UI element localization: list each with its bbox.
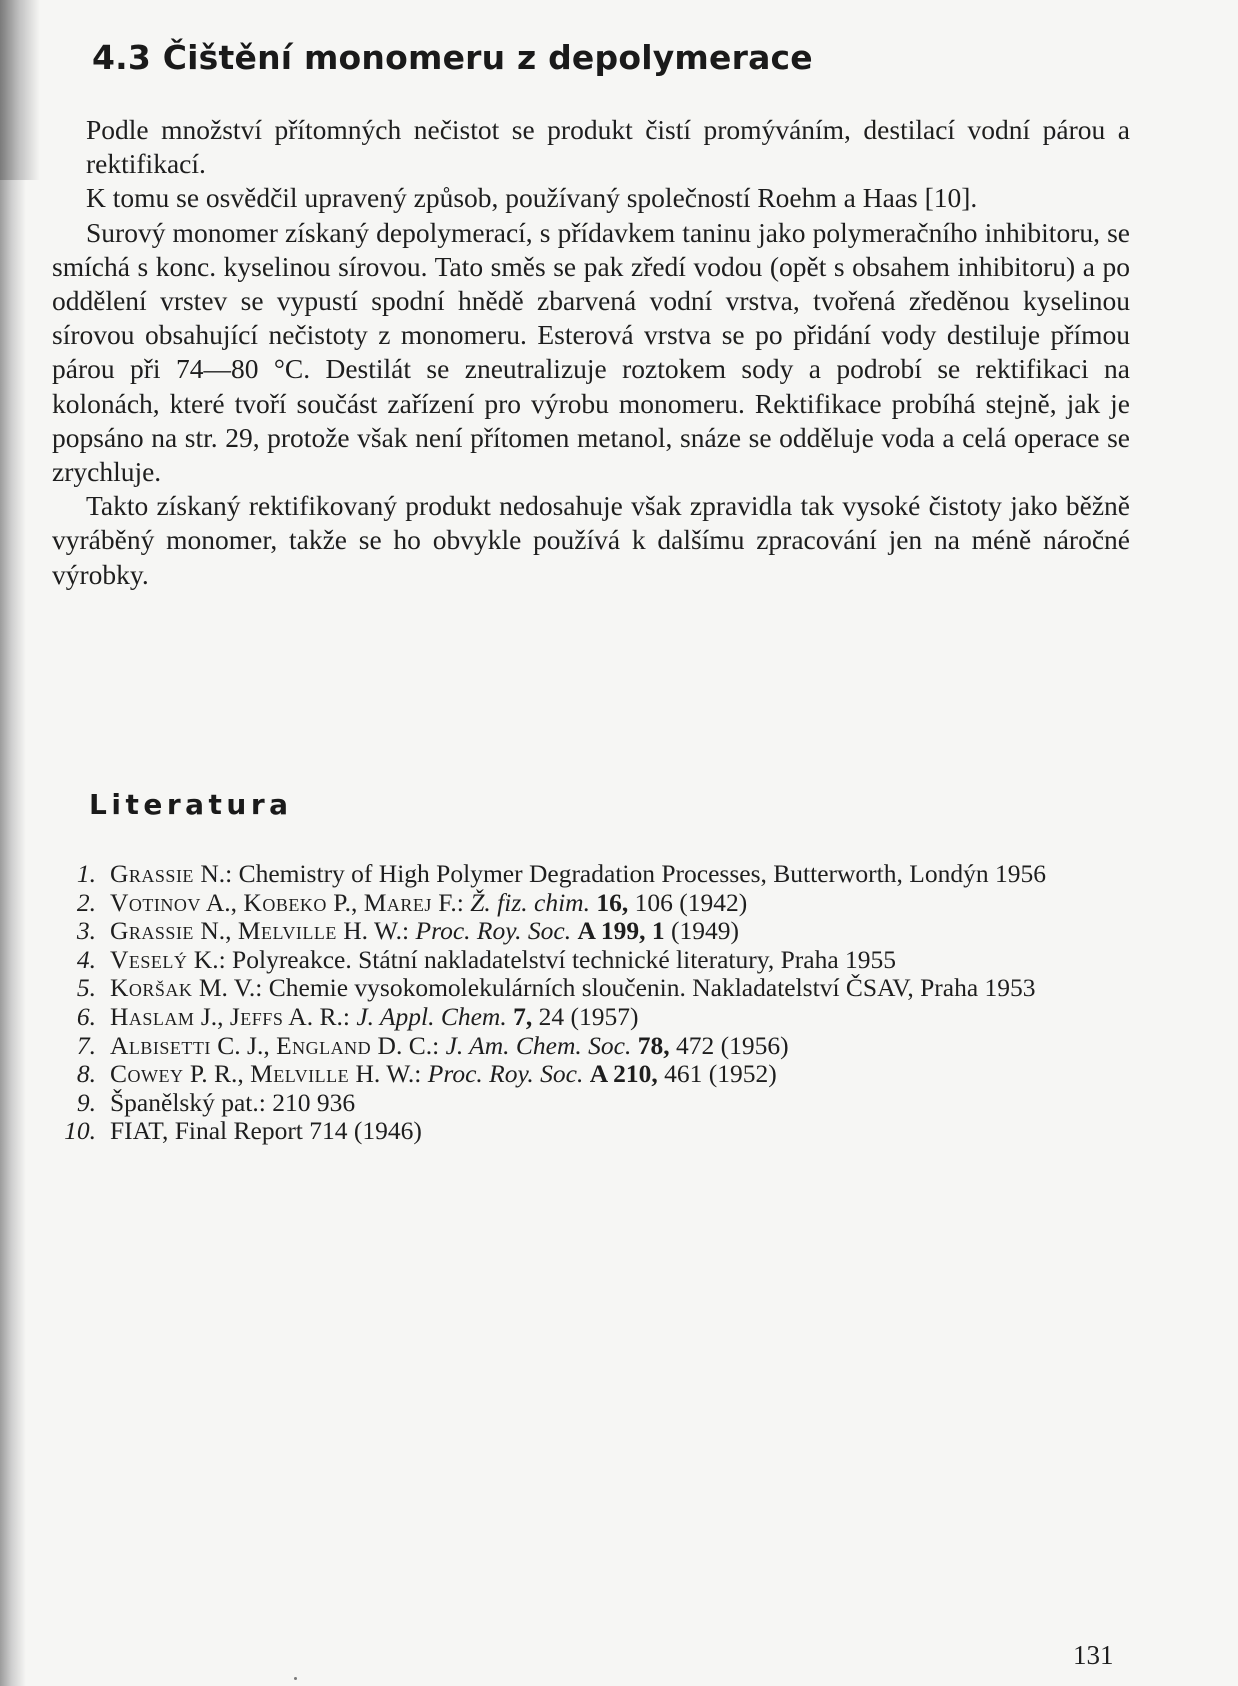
reference-number: 8. xyxy=(76,1059,96,1089)
reference-text-part: N.: Chemistry of High Polymer Degradation Processes, Butterworth, Londýn 1956 xyxy=(193,859,1046,888)
paragraph-4: Takto získaný rektifikovaný produkt nedosahuje však zpravidla tak vysoké čistoty jako běžně vyráběný monomer, takže se ho obvykle používá k dalšímu zpracování jen na méně náročné výrobky. xyxy=(52,490,1130,590)
reference-text-part: Marej xyxy=(363,887,432,917)
literature-heading: Literatura xyxy=(89,788,293,821)
reference-text-part: J. Am. Chem. Soc. xyxy=(445,1030,632,1060)
reference-text-part: M. V.: Chemie vysokomolekulárních sloučenin. Nakladatelství ČSAV, Praha 1953 xyxy=(192,973,1036,1003)
reference-list xyxy=(52,860,1130,1146)
reference-item xyxy=(52,974,1130,1003)
paragraph-3: Surový monomer získaný depolymerací, s přídavkem taninu jako polymeračního inhibitoru, se smíchá s konc. kyselinou sírovou. Tato směs se pak zředí vodou (opět s obsahem inhibitoru) a po oddělení vrstev se vypustí spodní hnědě zbarvená vodní vrstva, tvořená zředěnou kyselinou sírovou obsahující nečistoty z monomeru. Esterová vrstva se po přidání vody destiluje přímou párou při 74—80 °C. Destilát se zneutralizuje roztokem sody a podrobí se rektifikaci na kolonách, které tvoří součást zařízení pro výrobu monomeru. Rektifikace probíhá stejně, jak je popsáno na str. 29, protože však není přítomen metanol, snáze se odděluje voda a celá operace se zrychluje. xyxy=(52,216,1130,488)
page-gutter-shadow-top xyxy=(0,0,40,180)
reference-text-part: 106 (1942) xyxy=(628,887,748,917)
reference-text-part: Grassie xyxy=(110,916,194,946)
reference-text-part: K.: Polyreakce. Státní nakladatelství technické literatury, Praha 1955 xyxy=(187,944,897,974)
reference-text xyxy=(110,917,1130,946)
reference-text xyxy=(110,889,1130,918)
reference-item xyxy=(52,1089,1130,1118)
reference-text-part: N., xyxy=(193,916,238,946)
paragraph-2: K tomu se osvědčil upravený způsob, používaný společností Roehm a Haas [10]. xyxy=(86,182,978,214)
reference-number: 4. xyxy=(76,944,96,974)
reference-text-part: Španělský pat.: 210 936 xyxy=(110,1087,356,1117)
reference-text-part: Melville xyxy=(237,916,337,946)
reference-text-part: Ž. fiz. chim. xyxy=(470,887,590,917)
reference-item xyxy=(52,1032,1130,1061)
section-heading: 4.3 Čištění monomeru z depolymerace xyxy=(92,38,813,77)
reference-text-part: Melville xyxy=(250,1059,350,1089)
reference-text-part: D. C.: xyxy=(371,1030,446,1060)
reference-text xyxy=(110,1089,1130,1118)
reference-text xyxy=(110,1032,1130,1061)
reference-text-part: A 199, 1 xyxy=(577,916,665,946)
reference-text-part: Koršak xyxy=(110,973,193,1003)
reference-text-part: 7, xyxy=(513,1001,533,1031)
page-gutter-shadow xyxy=(0,0,26,1686)
reference-text-part: 461 (1952) xyxy=(657,1059,777,1089)
reference-text xyxy=(110,1060,1130,1089)
reference-text-part: Grassie xyxy=(110,859,194,888)
reference-text-part: Votinov xyxy=(110,887,201,917)
reference-text-part: P., xyxy=(326,887,364,917)
reference-number: 6. xyxy=(76,1001,96,1031)
reference-text-part: (1949) xyxy=(664,916,739,946)
section-body xyxy=(52,113,1130,592)
reference-number: 10. xyxy=(64,1116,96,1146)
paper-speck xyxy=(294,1677,297,1680)
reference-item xyxy=(52,1117,1130,1146)
reference-text-part: 24 (1957) xyxy=(532,1001,639,1031)
reference-number: 1. xyxy=(76,859,96,888)
page-number: 131 xyxy=(1073,1640,1114,1670)
reference-text-part: F.: xyxy=(431,887,471,917)
reference-text-part: Kobeko xyxy=(243,887,327,917)
reference-item xyxy=(52,1060,1130,1089)
reference-text-part: C. J., xyxy=(210,1030,277,1060)
reference-text-part: Haslam xyxy=(110,1001,195,1031)
reference-number: 5. xyxy=(76,973,96,1003)
paragraph-1: Podle množství přítomných nečistot se produkt čistí promýváním, destilací vodní párou a rektifikací. xyxy=(86,114,1130,180)
reference-text-part: J., xyxy=(194,1001,230,1031)
reference-text-part: H. W.: xyxy=(336,916,416,946)
reference-text xyxy=(110,974,1130,1003)
reference-text-part: H. W.: xyxy=(349,1059,428,1089)
reference-text-part: A. R.: xyxy=(283,1001,357,1031)
reference-item xyxy=(52,860,1130,889)
reference-text-part: Jeffs xyxy=(229,1001,284,1031)
reference-text xyxy=(110,1003,1130,1032)
reference-number: 7. xyxy=(76,1030,96,1060)
reference-text-part: Proc. Roy. Soc. xyxy=(415,916,572,946)
reference-number: 2. xyxy=(76,887,96,917)
reference-text-part: J. Appl. Chem. xyxy=(356,1001,507,1031)
reference-text-part: A., xyxy=(200,887,244,917)
reference-item xyxy=(52,917,1130,946)
reference-item xyxy=(52,889,1130,918)
reference-text-part: Veselý xyxy=(110,944,188,974)
reference-text-part: P. R., xyxy=(183,1059,251,1089)
reference-text-part: England xyxy=(276,1030,372,1060)
reference-number: 3. xyxy=(76,916,96,946)
reference-text-part: Cowey xyxy=(110,1059,184,1089)
reference-item xyxy=(52,1003,1130,1032)
reference-text-part: Proc. Roy. Soc. xyxy=(427,1059,584,1089)
reference-text xyxy=(110,1117,1130,1146)
reference-text-part: 16, xyxy=(596,887,629,917)
reference-text xyxy=(110,860,1130,889)
reference-item xyxy=(52,946,1130,975)
reference-text-part: FIAT, Final Report 714 (1946) xyxy=(110,1116,422,1146)
reference-number: 9. xyxy=(76,1087,96,1117)
reference-text-part: 78, xyxy=(637,1030,670,1060)
reference-text-part: 472 (1956) xyxy=(669,1030,789,1060)
reference-text xyxy=(110,946,1130,975)
reference-text-part: A 210, xyxy=(589,1059,658,1089)
reference-text-part: Albisetti xyxy=(110,1030,211,1060)
